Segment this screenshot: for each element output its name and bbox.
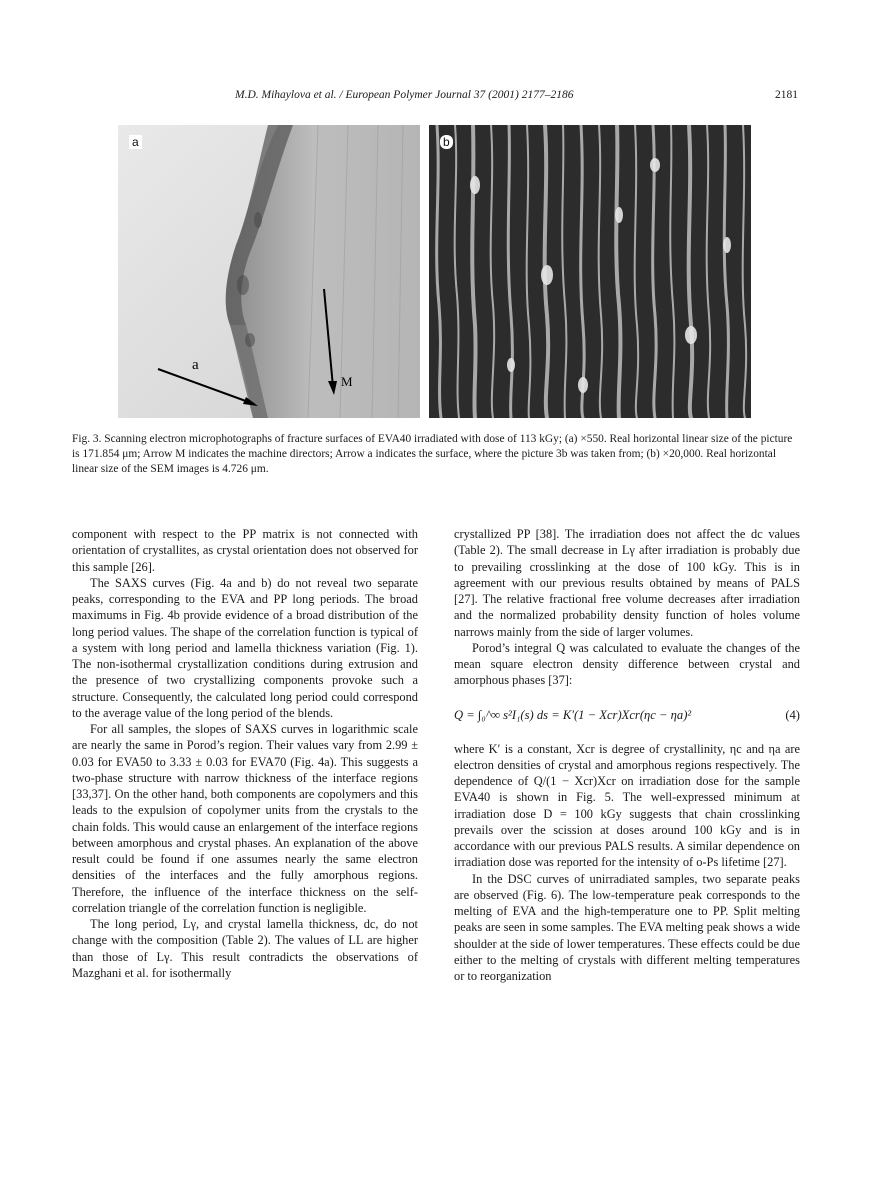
paragraph: For all samples, the slopes of SAXS curves in logarithmic scale are nearly the same in Porod’s region. Their values vary from 2.99 ± 0.03 for EVA50 to 3.33 ± 0.03 for EVA70 (Fig. 4a). This suggests a two-phase structure with narrow thickness of the interface regions [33,37]. On the other hand, both components are copolymers and this leads to the expulsion of copolymer units from the crystals to the chain folds. This would cause an enlargement of the interface regions between amorphous and crystal phases. An explanation of the above result could be found if one assumes nearly the same electron densities of the interfaces and the fully amorphous regions. Therefore, the influence of the interface thickness on the self-correlation triangle of the correlation function is negligible.	[72, 722, 418, 915]
paragraph: Porod’s integral Q was calculated to evaluate the changes of the mean square electron density difference between crystal and amorphous phases [37]:	[454, 640, 800, 688]
paragraph: In the DSC curves of unirradiated samples, two separate peaks are observed (Fig. 6). The low-temperature peak corresponds to the melting of EVA and the high-temperature one to PP. Split melting peaks are seen in some samples. The EVA melting peak shows a wide shoulder at the side of lower temperatures. These effects could be due either to the melting of crystals with different melting temperatures or to reorganization	[454, 871, 800, 983]
sem-image-a	[118, 125, 420, 418]
paragraph: where K′ is a constant, Xcr is degree of crystallinity, ηc and ηa are electron densities of crystal and amorphous regions respectively. The dependence of Q/(1 − Xcr)Xcr on irradiation dose for the sample EVA40 is shown in Fig. 5. The well-expressed minimum at irradiation dose D = 100 kGy suggests that chain crosslinking prevails over the scission at doses around 100 kGy and is in accordance with our previous PALS results. A similar dependence on irradiation dose was reported for the intensity of o-Ps lifetime [27].	[454, 741, 800, 870]
equation-body: Q = ∫₀^∞ s²I₁(s) ds = K′(1 − Xcr)Xcr(ηc − ηa)²	[454, 707, 692, 722]
panel-label-b: b	[440, 135, 453, 149]
paragraph: crystallized PP [38]. The irradiation does not affect the dc values (Table 2). The small decrease in Lγ after irradiation is probably due to prevailing crosslinking at the dose of 100 kGy. This is in agreement with our previous results obtained by means of PALS [27]. The relative fractional free volume decreases after irradiation and the normalized probability density function of holes volume narrows mainly from the side of larger volumes.	[454, 527, 800, 639]
running-header	[0, 89, 870, 105]
arrow-a-label: a	[192, 357, 199, 373]
paragraph: The long period, Lγ, and crystal lamella thickness, dc, do not change with the composition (Table 2). The values of LL are higher than those of Lγ. This result contradicts the observations of Mazghani et al. for isothermally	[72, 917, 418, 980]
left-column	[72, 526, 418, 981]
equation-4	[454, 689, 800, 741]
figure-3	[118, 125, 750, 420]
paragraph: component with respect to the PP matrix is not connected with orientation of crystallites, as crystal orientation does not observed for this sample [26].	[72, 527, 418, 574]
paragraph: The SAXS curves (Fig. 4a and b) do not reveal two separate peaks, corresponding to the EVA and PP long periods. The broad maximums in Fig. 4b provide evidence of a broad distribution of the long period values. The shape of the correlation function is typical of a system with long period and lamella thickness variation (Fig. 1). The non-isothermal crystallization conditions during extrusion and the presence of two crystallizing components provoke such a structure. Consequently, the calculated long period could correspond to the average value of the long period of the blends.	[72, 575, 418, 720]
sem-image-b	[429, 125, 751, 418]
page-number: 2181	[775, 89, 798, 101]
running-head: M.D. Mihaylova et al. / European Polymer Journal 37 (2001) 2177–2186	[235, 89, 574, 101]
arrow-m-label: M	[341, 374, 353, 389]
equation-number: (4)	[785, 707, 800, 722]
figure-caption: Fig. 3. Scanning electron microphotographs of fracture surfaces of EVA40 irradiated with dose of 113 kGy; (a) ×550. Real horizontal linear size of the picture is 171.854 μm; Arrow M indicates the machine directors; Arrow a indicates the surface, where the picture 3b was taken from; (b) ×20,000. Real horizontal linear size of the SEM images is 4.726 μm.	[72, 433, 793, 475]
panel-label-a: a	[129, 135, 142, 149]
right-column	[454, 526, 800, 984]
